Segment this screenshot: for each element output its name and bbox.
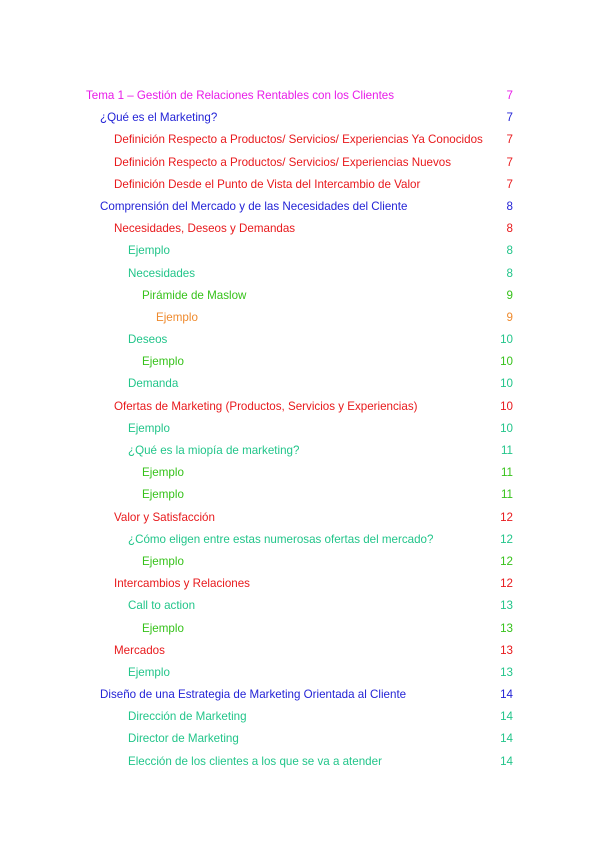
toc-entry[interactable]	[0, 684, 600, 706]
toc-entry-page-number: 8	[506, 244, 513, 258]
toc-entry-page-number: 8	[506, 266, 513, 280]
toc-entry[interactable]	[0, 263, 600, 285]
toc-entry[interactable]	[0, 484, 600, 506]
toc-entry-page-number: 7	[506, 177, 513, 191]
toc-entry[interactable]	[0, 307, 600, 329]
toc-entry-page-number: 7	[506, 89, 513, 102]
toc-entry-title: Elección de los clientes a los que se va a atender	[128, 754, 382, 768]
toc-entry-title: Ejemplo	[128, 421, 170, 435]
toc-entry-page-number: 9	[506, 288, 513, 302]
toc-entry[interactable]	[0, 174, 600, 196]
toc-entry[interactable]	[0, 440, 600, 462]
toc-entry-title: Deseos	[128, 333, 168, 347]
toc-entry-title: Necesidades	[128, 266, 196, 280]
toc-entry[interactable]	[0, 507, 600, 529]
toc-entry-title: ¿Qué es la miopía de marketing?	[128, 444, 300, 457]
toc-entry-page-number: 8	[506, 222, 513, 236]
toc-entry[interactable]	[0, 595, 600, 617]
toc-entry-title: Ejemplo	[142, 554, 184, 568]
toc-entry-title: Ejemplo	[142, 466, 184, 480]
toc-entry[interactable]	[0, 396, 600, 418]
toc-entry-title: Demanda	[128, 377, 179, 391]
toc-entry[interactable]	[0, 373, 600, 395]
toc-entry-title: Pirámide de Maslow	[142, 288, 247, 302]
toc-entry[interactable]	[0, 706, 600, 728]
toc-entry-page-number: 10	[500, 399, 513, 413]
toc-entry-page-number: 7	[506, 133, 513, 147]
toc-entry-page-number: 13	[500, 599, 513, 613]
toc-entry[interactable]	[0, 196, 600, 218]
toc-entry-title: Diseño de una Estrategia de Marketing Orientada al Cliente	[100, 688, 407, 702]
toc-entry-page-number: 14	[500, 710, 513, 724]
toc-entry[interactable]	[0, 662, 600, 684]
toc-entry-title: Definición Desde el Punto de Vista del Intercambio de Valor	[114, 177, 421, 191]
toc-entry-title: Necesidades, Deseos y Demandas	[114, 222, 296, 236]
toc-entry-page-number: 10	[500, 355, 513, 369]
toc-entry[interactable]	[0, 551, 600, 573]
toc-entry[interactable]	[0, 529, 600, 551]
toc-entry-page-number: 14	[500, 732, 513, 746]
toc-entry-title: Ejemplo	[128, 665, 170, 679]
toc-entry-page-number: 11	[500, 488, 513, 502]
toc-entry-page-number: 12	[500, 510, 513, 524]
toc-entry-title: Mercados	[114, 643, 165, 657]
toc-entry-page-number: 7	[506, 111, 513, 125]
table-of-contents	[0, 85, 600, 773]
toc-entry[interactable]	[0, 85, 600, 107]
toc-entry[interactable]	[0, 751, 600, 773]
toc-entry[interactable]	[0, 728, 600, 750]
toc-entry-page-number: 13	[500, 621, 513, 635]
toc-entry[interactable]	[0, 573, 600, 595]
toc-entry-page-number: 10	[500, 377, 513, 391]
toc-entry-page-number: 13	[500, 643, 513, 657]
toc-entry[interactable]	[0, 351, 600, 373]
toc-entry-title: Call to action	[128, 599, 196, 613]
toc-entry-page-number: 7	[506, 155, 513, 169]
toc-entry-page-number: 12	[500, 554, 513, 568]
toc-entry-page-number: 13	[500, 665, 513, 679]
toc-entry-page-number: 11	[500, 466, 513, 480]
toc-entry-title: Valor y Satisfacción	[114, 510, 215, 524]
toc-entry[interactable]	[0, 640, 600, 662]
toc-entry-title: ¿Cómo eligen entre estas numerosas ofertas del mercado?	[128, 532, 434, 546]
toc-entry[interactable]	[0, 240, 600, 262]
toc-entry-title: Director de Marketing	[128, 732, 239, 746]
toc-entry-title: Definición Respecto a Productos/ Servicios/ Experiencias Nuevos	[114, 155, 452, 169]
toc-entry-title: Intercambios y Relaciones	[114, 577, 250, 591]
toc-entry-page-number: 14	[500, 754, 513, 768]
toc-entry[interactable]	[0, 285, 600, 307]
toc-entry-title: Definición Respecto a Productos/ Servicios/ Experiencias Ya Conocidos	[114, 133, 483, 147]
toc-entry[interactable]	[0, 129, 600, 151]
toc-entry-title: Ejemplo	[142, 488, 184, 502]
toc-entry-page-number: 8	[506, 199, 513, 213]
toc-entry[interactable]	[0, 418, 600, 440]
toc-entry-title: Ofertas de Marketing (Productos, Servicios y Experiencias)	[114, 399, 418, 413]
toc-entry-title: Ejemplo	[142, 355, 184, 369]
toc-entry-title: Dirección de Marketing	[128, 710, 247, 724]
toc-entry-page-number: 12	[500, 577, 513, 591]
toc-entry-title: ¿Qué es el Marketing?	[100, 111, 218, 125]
toc-entry-page-number: 9	[506, 310, 513, 324]
toc-entry[interactable]	[0, 107, 600, 129]
toc-entry-title: Ejemplo	[128, 244, 170, 258]
toc-entry-title: Tema 1 – Gestión de Relaciones Rentables con los Clientes	[86, 89, 395, 102]
toc-entry[interactable]	[0, 462, 600, 484]
toc-entry[interactable]	[0, 152, 600, 174]
toc-entry-page-number: 12	[500, 532, 513, 546]
toc-entry[interactable]	[0, 618, 600, 640]
toc-entry-title: Ejemplo	[156, 310, 198, 324]
toc-entry-title: Ejemplo	[142, 621, 184, 635]
toc-entry[interactable]	[0, 329, 600, 351]
toc-entry-page-number: 14	[500, 688, 513, 702]
toc-entry-page-number: 10	[500, 421, 513, 435]
toc-entry-page-number: 10	[500, 333, 513, 347]
toc-entry-title: Comprensión del Mercado y de las Necesidades del Cliente	[100, 199, 408, 213]
toc-entry-page-number: 11	[500, 444, 513, 457]
toc-entry[interactable]	[0, 218, 600, 240]
